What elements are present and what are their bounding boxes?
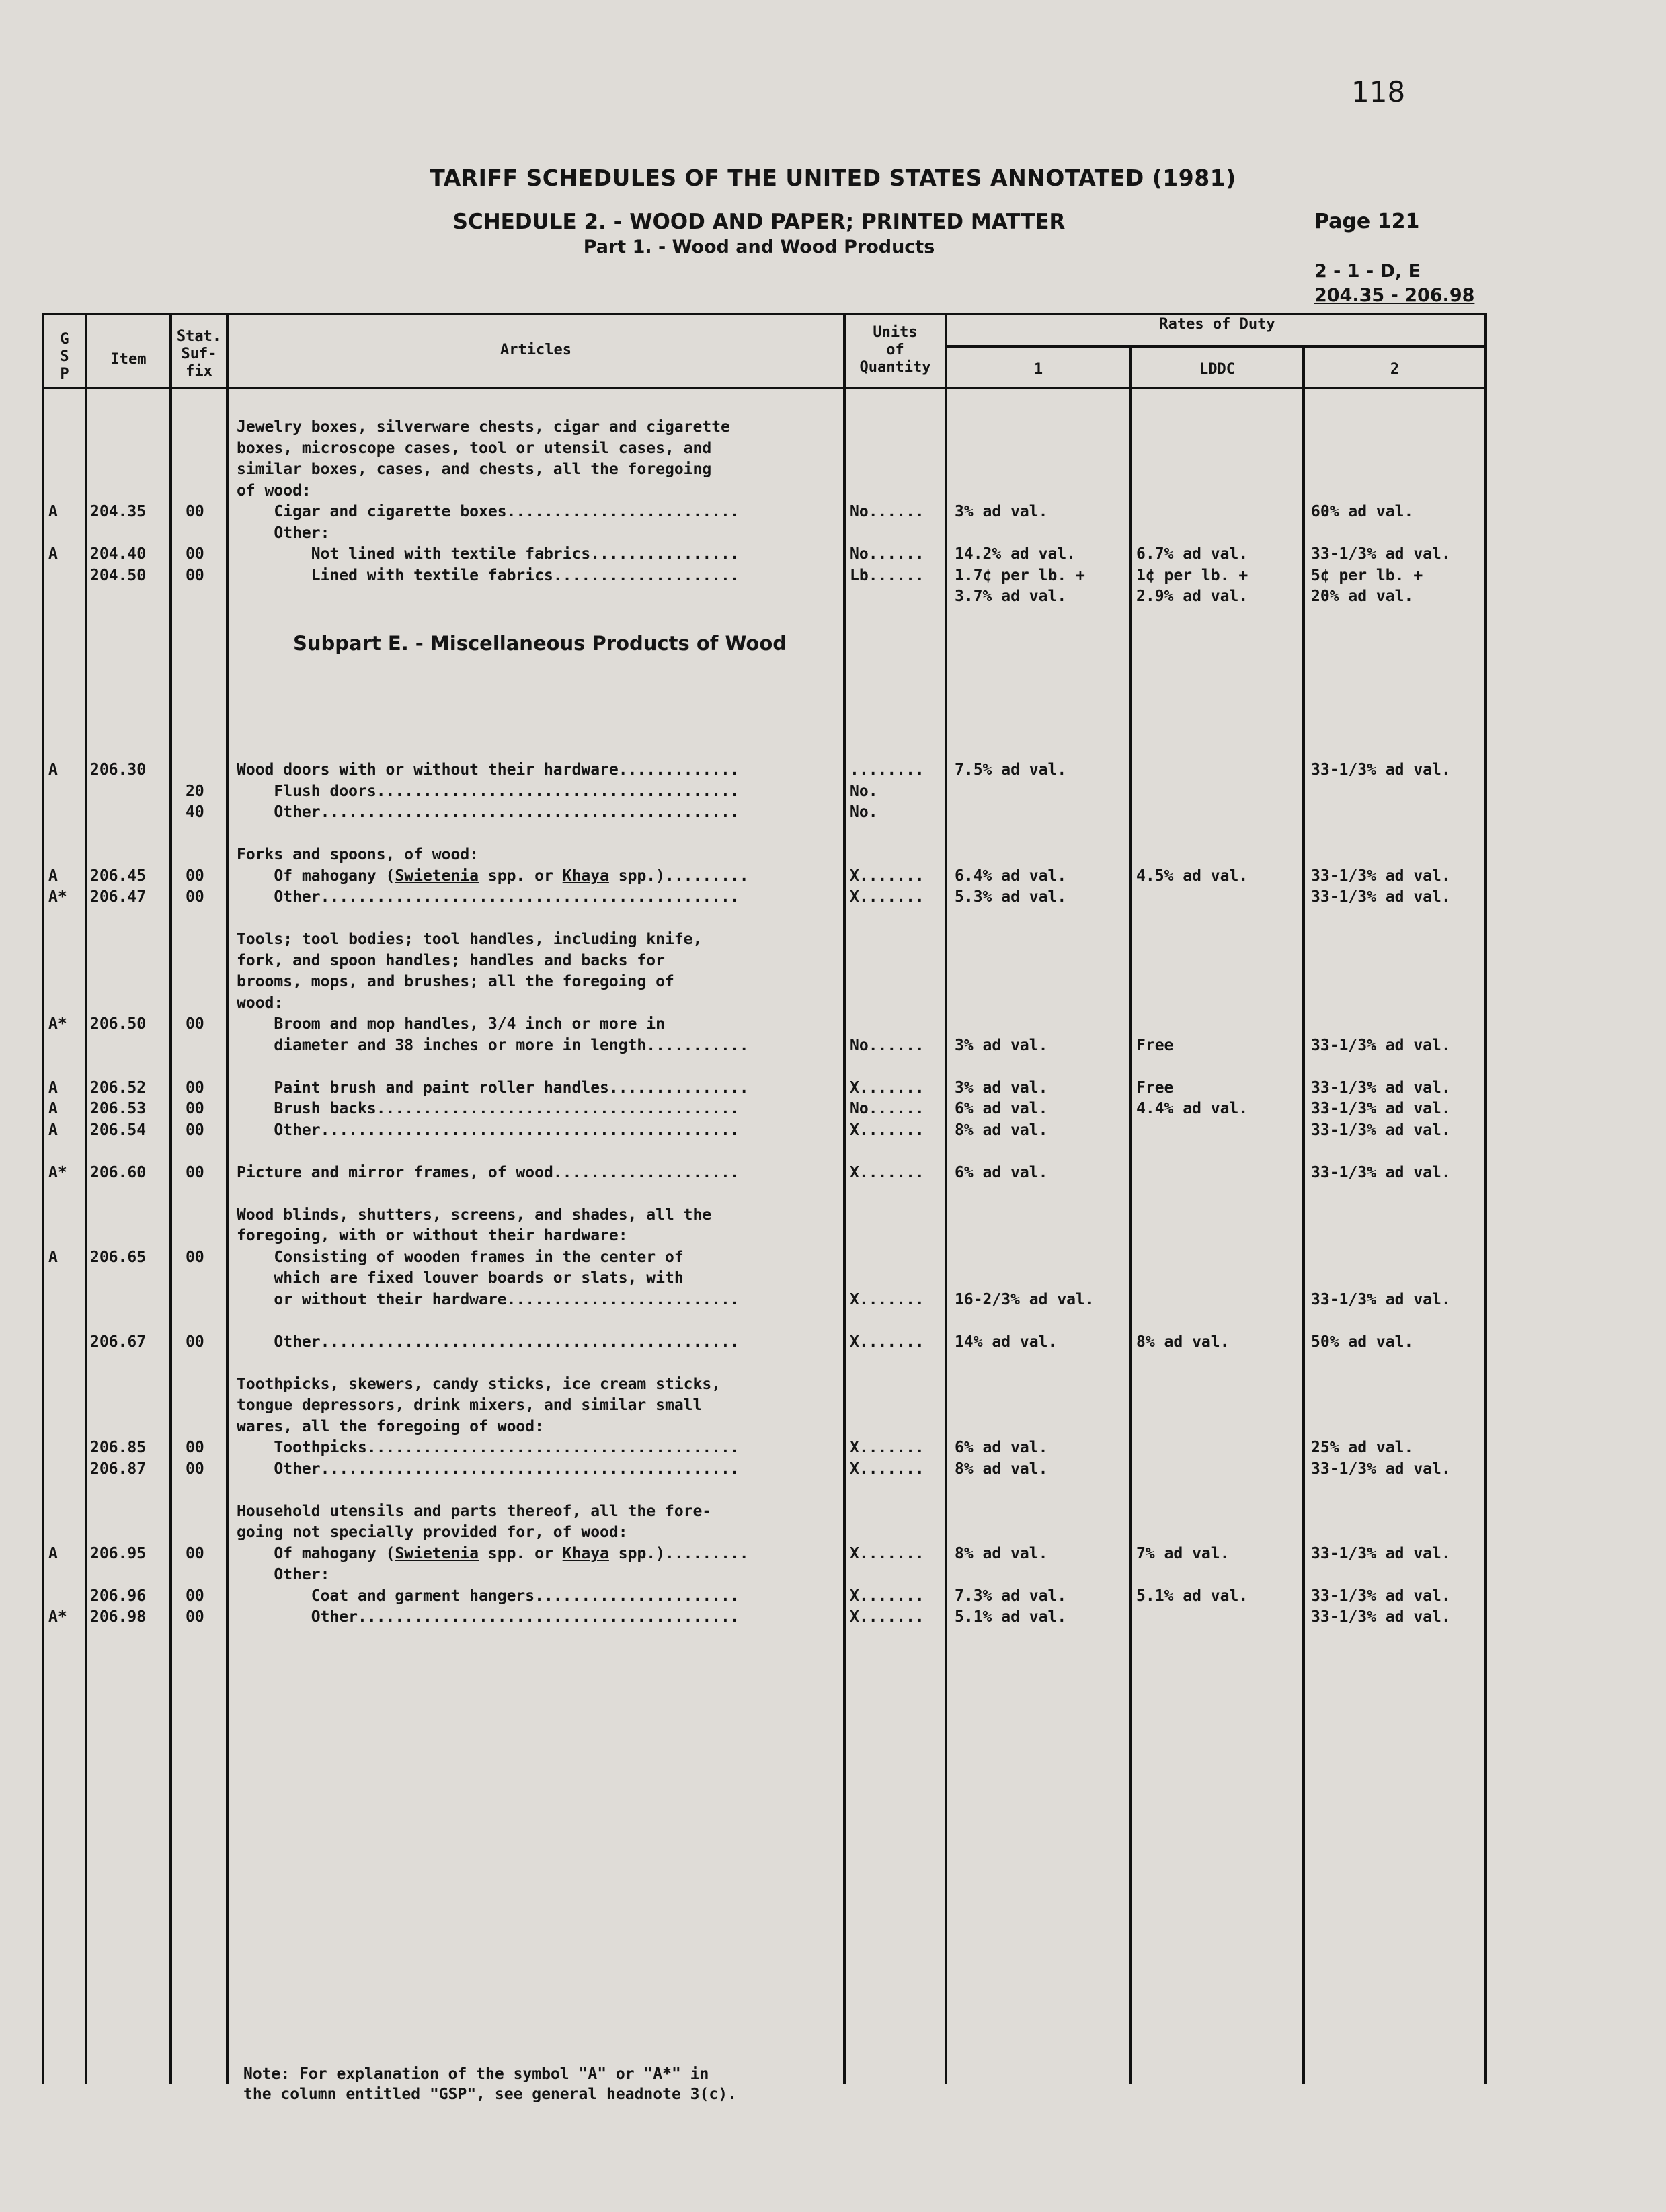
cell-stat: 00 [186, 566, 204, 584]
cell-art: Of mahogany (Swietenia spp. or Khaya spp.)......... [237, 1544, 749, 1563]
cell-ldc: 7% ad val. [1136, 1544, 1230, 1563]
cell-stat: 00 [186, 1333, 204, 1351]
cell-u: No. [850, 803, 878, 821]
cell-r2: 5¢ per lb. + [1311, 566, 1423, 584]
cell-gsp: A [48, 1544, 58, 1563]
cell-r1: 3% ad val. [955, 1078, 1048, 1097]
cell-art: Of mahogany (Swietenia spp. or Khaya spp.)......... [237, 867, 749, 885]
item-range: 204.35 - 206.98 [1314, 285, 1475, 306]
cell-gsp: A* [48, 1163, 67, 1181]
cell-art: foregoing, with or without their hardware: [237, 1227, 628, 1245]
cell-r1: 7.5% ad val. [955, 761, 1067, 779]
header-rates-of-duty: Rates of Duty [1159, 316, 1275, 333]
cell-stat: 00 [186, 503, 204, 520]
cell-gsp: A [48, 503, 58, 520]
cell-r2: 33-1/3% ad val. [1311, 761, 1451, 779]
col-divider-units [945, 313, 947, 2084]
cell-gsp: A [48, 545, 58, 563]
cell-r1: 7.3% ad val. [955, 1587, 1067, 1605]
header-rate-2: 2 [1390, 361, 1400, 378]
cell-u: X....... [850, 1163, 924, 1181]
header-stat-suffix: Stat. Suf- fix [176, 328, 222, 380]
cell-art: Other: [237, 524, 330, 542]
cell-r1: 3.7% ad val. [955, 588, 1067, 605]
cell-stat: 00 [186, 1100, 204, 1117]
cell-art: brooms, mops, and brushes; all the foregoing of [237, 973, 674, 990]
cell-gsp: A* [48, 1015, 67, 1033]
header-gsp: G S P [60, 331, 69, 383]
cell-stat: 00 [186, 1078, 204, 1097]
cell-item: 206.96 [90, 1587, 147, 1605]
cell-item: 206.50 [90, 1015, 147, 1033]
cell-u: X....... [850, 1439, 924, 1456]
cell-r1: 1.7¢ per lb. + [955, 566, 1085, 584]
cell-art: Picture and mirror frames, of wood.................... [237, 1163, 740, 1181]
table-border-right [1484, 313, 1487, 2084]
cell-stat: 00 [186, 545, 204, 563]
cell-r2: 33-1/3% ad val. [1311, 1163, 1451, 1181]
cell-art: Brush backs....................................... [237, 1100, 740, 1117]
cell-r1: 3% ad val. [955, 1036, 1048, 1054]
cell-art: wares, all the foregoing of wood: [237, 1417, 544, 1435]
col-divider-item [169, 313, 172, 2084]
cell-r1: 5.3% ad val. [955, 888, 1067, 906]
cell-u: X....... [850, 1078, 924, 1097]
table-border-left [42, 313, 44, 2084]
cell-art: Other............................................. [237, 888, 740, 906]
header-articles: Articles [500, 342, 571, 358]
cell-stat: 00 [186, 1439, 204, 1456]
cell-r1: 6.4% ad val. [955, 867, 1067, 885]
cell-art: Jewelry boxes, silverware chests, cigar and cigarette [237, 418, 730, 436]
cell-art: similar boxes, cases, and chests, all the foregoing [237, 461, 712, 478]
cell-r2: 33-1/3% ad val. [1311, 1290, 1451, 1308]
col-divider-articles [843, 313, 846, 2084]
cell-stat: 00 [186, 1608, 204, 1626]
cell-stat: 00 [186, 1163, 204, 1181]
cell-item: 206.53 [90, 1100, 147, 1117]
cell-r2: 33-1/3% ad val. [1311, 1460, 1451, 1478]
cell-u: X....... [850, 1544, 924, 1563]
cell-stat: 00 [186, 1544, 204, 1563]
cell-item: 206.45 [90, 867, 147, 885]
cell-art: Consisting of wooden frames in the center of [237, 1248, 684, 1266]
cell-r2: 60% ad val. [1311, 503, 1414, 520]
cell-art: tongue depressors, drink mixers, and similar small [237, 1396, 703, 1414]
cell-art: Coat and garment hangers...................... [237, 1587, 740, 1605]
cell-item: 206.54 [90, 1121, 147, 1139]
cell-ldc: Free [1136, 1078, 1174, 1097]
cell-item: 204.50 [90, 566, 147, 584]
cell-art: Other............................................. [237, 1460, 740, 1478]
cell-item: 206.52 [90, 1078, 147, 1097]
cell-u: No...... [850, 1036, 924, 1054]
part-title: Part 1. - Wood and Wood Products [583, 237, 935, 258]
cell-art: wood: [237, 994, 284, 1012]
cell-u: No...... [850, 1100, 924, 1117]
cell-item: 206.47 [90, 888, 147, 906]
cell-gsp: A [48, 1248, 58, 1266]
cell-u: No. [850, 782, 878, 800]
cell-item: 206.87 [90, 1460, 147, 1478]
cell-r1: 6% ad val. [955, 1100, 1048, 1117]
cell-r2: 25% ad val. [1311, 1439, 1414, 1456]
cell-art: Wood blinds, shutters, screens, and shades, all the [237, 1206, 712, 1224]
cell-u: No...... [850, 545, 924, 563]
cell-r2: 33-1/3% ad val. [1311, 888, 1451, 906]
cell-u: X....... [850, 1290, 924, 1308]
cell-r2: 33-1/3% ad val. [1311, 1608, 1451, 1626]
cell-ldc: 4.5% ad val. [1136, 867, 1248, 885]
page-number: 118 [1351, 75, 1406, 108]
cell-u: X....... [850, 1333, 924, 1351]
cell-gsp: A* [48, 888, 67, 906]
section-reference [1314, 260, 1474, 308]
cell-ldc: 5.1% ad val. [1136, 1587, 1248, 1605]
cell-r2: 33-1/3% ad val. [1311, 1587, 1451, 1605]
section-ref: 2 - 1 - D, E [1314, 261, 1421, 282]
cell-r1: 14.2% ad val. [955, 545, 1076, 563]
document-title: TARIFF SCHEDULES OF THE UNITED STATES ANNOTATED (1981) [430, 165, 1236, 191]
cell-art: Cigar and cigarette boxes......................... [237, 503, 740, 520]
cell-art: Toothpicks........................................ [237, 1439, 740, 1456]
cell-item: 206.67 [90, 1333, 147, 1351]
cell-r1: 14% ad val. [955, 1333, 1058, 1351]
cell-item: 206.85 [90, 1439, 147, 1456]
cell-stat: 00 [186, 888, 204, 906]
cell-gsp: A* [48, 1608, 67, 1626]
cell-gsp: A [48, 1121, 58, 1139]
cell-r2: 33-1/3% ad val. [1311, 1078, 1451, 1097]
cell-u: X....... [850, 1587, 924, 1605]
cell-u: X....... [850, 1460, 924, 1478]
cell-item: 204.35 [90, 503, 147, 520]
cell-r2: 33-1/3% ad val. [1311, 1100, 1451, 1117]
cell-r1: 6% ad val. [955, 1439, 1048, 1456]
cell-r2: 33-1/3% ad val. [1311, 1544, 1451, 1563]
cell-ldc: 2.9% ad val. [1136, 588, 1248, 605]
cell-art: Other............................................. [237, 1333, 740, 1351]
col-divider-ldc [1302, 346, 1305, 2084]
cell-ldc: 4.4% ad val. [1136, 1100, 1248, 1117]
cell-stat: 00 [186, 1460, 204, 1478]
cell-art: Other......................................... [237, 1608, 740, 1626]
cell-r1: 5.1% ad val. [955, 1608, 1067, 1626]
cell-art: Forks and spoons, of wood: [237, 846, 479, 863]
cell-r2: 20% ad val. [1311, 588, 1414, 605]
cell-art: Other: [237, 1566, 330, 1583]
bleed-through-text [1533, 101, 1542, 132]
col-divider-stat [226, 313, 229, 2084]
cell-art: Other............................................. [237, 1121, 740, 1139]
cell-ldc: 1¢ per lb. + [1136, 566, 1248, 584]
cell-art: of wood: [237, 481, 311, 500]
cell-art: Tools; tool bodies; tool handles, including knife, [237, 931, 703, 948]
cell-art: Broom and mop handles, 3/4 inch or more in [237, 1015, 665, 1033]
cell-art: Lined with textile fabrics.................... [237, 566, 740, 584]
cell-ldc: Free [1136, 1036, 1174, 1054]
cell-u: X....... [850, 1608, 924, 1626]
cell-stat: 40 [186, 803, 204, 821]
cell-r2: 33-1/3% ad val. [1311, 1121, 1451, 1139]
page-reference: Page 121 [1314, 210, 1420, 233]
cell-stat: 00 [186, 1121, 204, 1139]
cell-r2: 33-1/3% ad val. [1311, 1036, 1451, 1054]
cell-art: which are fixed louver boards or slats, with [237, 1269, 684, 1287]
cell-art: Not lined with textile fabrics................ [237, 545, 740, 563]
cell-r1: 16-2/3% ad val. [955, 1290, 1095, 1308]
header-bottom-rule [42, 387, 1487, 389]
header-item: Item [110, 351, 147, 368]
cell-stat: 20 [186, 782, 204, 800]
cell-gsp: A [48, 867, 58, 885]
cell-r1: 8% ad val. [955, 1460, 1048, 1478]
subpart-e-heading: Subpart E. - Miscellaneous Products of Wood [293, 632, 787, 655]
cell-ldc: 6.7% ad val. [1136, 545, 1248, 563]
cell-item: 206.65 [90, 1248, 147, 1266]
cell-stat: 00 [186, 1248, 204, 1266]
cell-item: 206.30 [90, 761, 147, 779]
cell-r2: 33-1/3% ad val. [1311, 545, 1451, 563]
cell-u: X....... [850, 867, 924, 885]
cell-r1: 8% ad val. [955, 1121, 1048, 1139]
cell-r2: 33-1/3% ad val. [1311, 867, 1451, 885]
cell-r1: 8% ad val. [955, 1544, 1048, 1563]
cell-r1: 3% ad val. [955, 503, 1048, 520]
col-divider-gsp [85, 313, 87, 2084]
cell-u: ........ [850, 761, 924, 779]
cell-stat: 00 [186, 867, 204, 885]
cell-art: Other............................................. [237, 803, 740, 821]
cell-gsp: A [48, 1100, 58, 1117]
cell-gsp: A [48, 1078, 58, 1097]
cell-art: or without their hardware......................... [237, 1290, 740, 1308]
cell-art: Wood doors with or without their hardware............. [237, 761, 740, 779]
cell-item: 206.95 [90, 1544, 147, 1563]
cell-art: Toothpicks, skewers, candy sticks, ice cream sticks, [237, 1375, 721, 1393]
cell-art: going not specially provided for, of wood: [237, 1524, 628, 1541]
header-rate-ldc: LDDC [1199, 361, 1235, 378]
gsp-footnote: Note: For explanation of the symbol "A" or "A*" in the column entitled "GSP", see general headnote 3(c). [243, 2065, 737, 2103]
cell-u: Lb...... [850, 566, 924, 584]
schedule-title: SCHEDULE 2. - WOOD AND PAPER; PRINTED MATTER [452, 210, 1066, 234]
cell-art: Paint brush and paint roller handles............... [237, 1078, 749, 1097]
cell-ldc: 8% ad val. [1136, 1333, 1230, 1351]
cell-item: 206.98 [90, 1608, 147, 1626]
cell-art: Flush doors....................................... [237, 782, 740, 800]
cell-stat: 00 [186, 1587, 204, 1605]
header-rate-1: 1 [1033, 361, 1043, 378]
cell-u: X....... [850, 888, 924, 906]
rates-subheader-rule [945, 345, 1487, 348]
cell-art: diameter and 38 inches or more in length........... [237, 1036, 749, 1054]
cell-r2: 50% ad val. [1311, 1333, 1414, 1351]
col-divider-rate1 [1129, 346, 1132, 2084]
cell-art: Household utensils and parts thereof, all the fore- [237, 1502, 712, 1520]
cell-u: X....... [850, 1121, 924, 1139]
cell-item: 206.60 [90, 1163, 147, 1181]
cell-item: 204.40 [90, 545, 147, 563]
cell-art: fork, and spoon handles; handles and backs for [237, 951, 665, 970]
cell-u: No...... [850, 503, 924, 520]
cell-stat: 00 [186, 1015, 204, 1033]
cell-r1: 6% ad val. [955, 1163, 1048, 1181]
cell-gsp: A [48, 761, 58, 779]
header-units: Units of Quantity [859, 324, 931, 376]
cell-art: boxes, microscope cases, tool or utensil cases, and [237, 439, 712, 457]
